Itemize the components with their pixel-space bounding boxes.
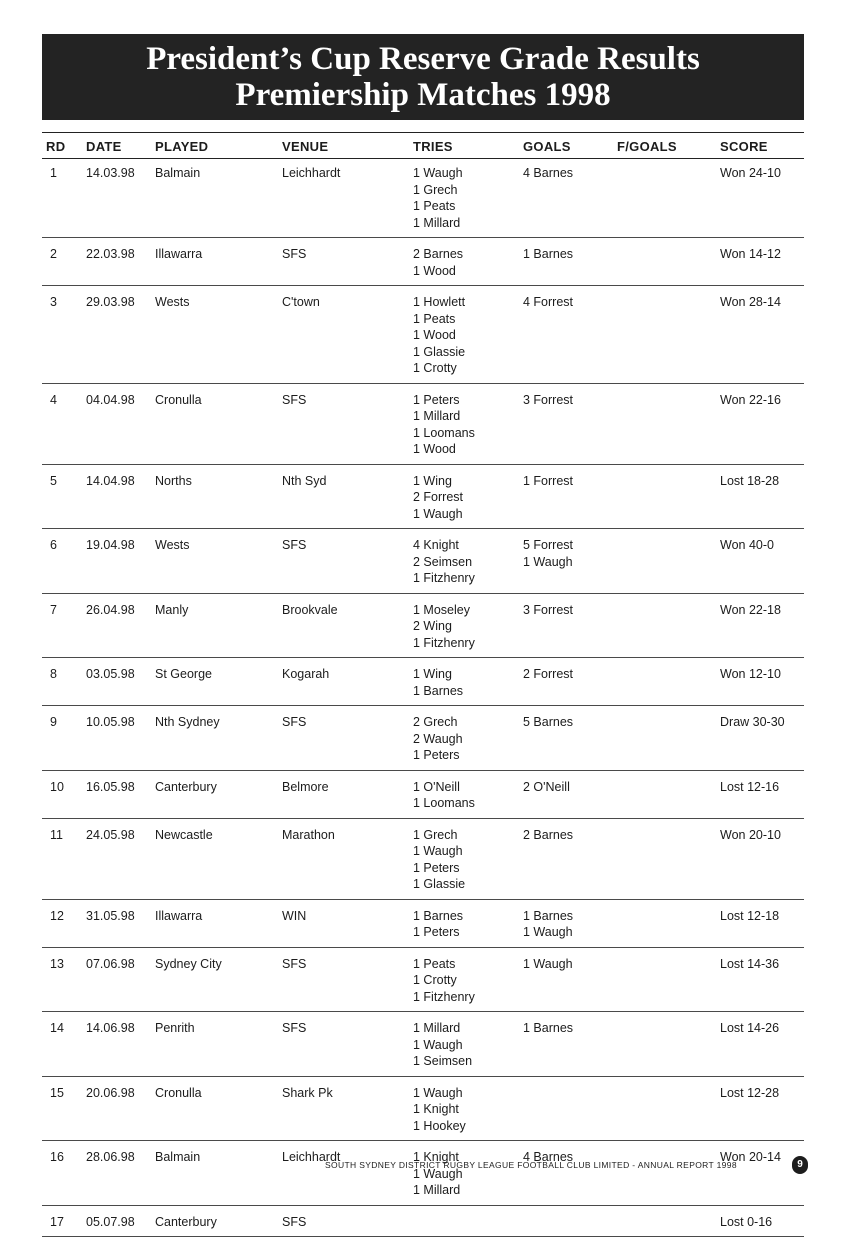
tries-entry: 1 Fitzhenry	[413, 635, 475, 650]
cell-date: 04.04.98	[86, 392, 135, 407]
row-separator	[42, 285, 804, 286]
cell-score: Won 20-14	[720, 1150, 781, 1164]
goals-entry: 1 Barnes	[523, 908, 574, 923]
cell-tries	[413, 1149, 463, 1199]
row-separator	[42, 593, 804, 594]
cell-venue: Leichhardt	[282, 1150, 341, 1164]
col-date-header: DATE	[86, 139, 122, 154]
row-separator	[42, 818, 804, 819]
title-line-1: President’s Cup Reserve Grade Results	[146, 41, 700, 77]
cell-score: Lost 12-18	[720, 908, 780, 923]
col-fgoals-header: F/GOALS	[617, 139, 677, 154]
col-rd-header: RD	[46, 139, 66, 154]
goals-entry: 4 Barnes	[523, 166, 574, 180]
cell-played: Norths	[155, 473, 192, 488]
cell-venue: Nth Syd	[282, 473, 327, 488]
cell-goals	[523, 827, 573, 844]
tries-entry: 1 Fitzhenry	[413, 571, 475, 585]
cell-played: Nth Sydney	[155, 715, 220, 729]
cell-date: 10.05.98	[86, 715, 135, 729]
tries-entry: 1 Peats	[413, 311, 456, 326]
cell-tries	[413, 908, 463, 941]
tries-entry: 4 Knight	[413, 538, 459, 552]
cell-played: Balmain	[155, 166, 201, 180]
row-separator	[42, 237, 804, 238]
cell-rd: 14	[50, 1021, 64, 1035]
footer-text: SOUTH SYDNEY DISTRICT RUGBY LEAGUE FOOTBALL CLUB LIMITED - ANNUAL REPORT 1998	[325, 1160, 737, 1170]
cell-venue: SFS	[282, 1214, 307, 1229]
cell-venue: C'town	[282, 295, 320, 309]
tries-entry: 1 Wood	[413, 442, 456, 456]
tries-entry: 1 Millard	[413, 1021, 461, 1035]
col-venue-header: VENUE	[282, 139, 329, 154]
cell-score: Won 40-0	[720, 538, 774, 552]
cell-goals	[523, 392, 573, 409]
tries-entry: 1 Waugh	[413, 506, 463, 521]
tries-entry: 1 Wood	[413, 263, 456, 278]
cell-rd: 3	[50, 295, 57, 309]
cell-goals	[523, 956, 573, 973]
cell-goals	[523, 473, 573, 490]
goals-entry: 1 Waugh	[523, 554, 573, 569]
cell-date: 14.06.98	[86, 1021, 135, 1035]
header-bottom-rule	[42, 158, 804, 159]
cell-goals	[523, 246, 573, 263]
tries-entry: 1 Barnes	[413, 683, 464, 698]
cell-date: 05.07.98	[86, 1214, 135, 1229]
tries-entry: 1 Millard	[413, 215, 461, 230]
tries-entry: 1 Peters	[413, 925, 460, 939]
row-separator	[42, 1140, 804, 1141]
goals-entry: 2 O'Neill	[523, 779, 570, 794]
cell-rd: 13	[50, 956, 64, 971]
tries-entry: 1 Peters	[413, 392, 460, 407]
tries-entry: 1 Wing	[413, 473, 452, 488]
tries-entry: 1 Waugh	[413, 1085, 463, 1100]
cell-score: Lost 0-16	[720, 1214, 773, 1229]
cell-rd: 12	[50, 908, 64, 923]
cell-played: Cronulla	[155, 392, 202, 407]
goals-entry: 5 Barnes	[523, 715, 574, 729]
cell-played: Penrith	[155, 1021, 195, 1035]
cell-played: Illawarra	[155, 908, 203, 923]
tries-entry: 1 Peats	[413, 956, 456, 971]
cell-date: 14.04.98	[86, 473, 135, 488]
goals-entry: 4 Forrest	[523, 295, 574, 309]
cell-date: 31.05.98	[86, 908, 135, 923]
row-separator	[42, 464, 804, 465]
cell-goals	[523, 779, 570, 796]
cell-tries	[413, 473, 463, 523]
tries-entry: 1 Crotty	[413, 973, 457, 987]
row-separator	[42, 1076, 804, 1077]
tries-entry: 1 Knight	[413, 1102, 459, 1116]
cell-score: Lost 12-16	[720, 779, 780, 794]
cell-date: 26.04.98	[86, 602, 135, 617]
cell-played: Canterbury	[155, 1214, 217, 1229]
cell-score: Won 22-16	[720, 392, 781, 407]
cell-rd: 10	[50, 779, 64, 794]
tries-entry: 1 Loomans	[413, 796, 475, 810]
title-banner	[42, 34, 804, 120]
cell-rd: 7	[50, 602, 57, 617]
cell-rd: 11	[50, 827, 63, 842]
page-number: 9	[792, 1156, 808, 1174]
goals-entry: 2 Forrest	[523, 667, 574, 681]
tries-entry: 2 Barnes	[413, 247, 464, 261]
cell-venue: Marathon	[282, 827, 335, 842]
cell-rd: 5	[50, 473, 57, 488]
cell-played: Sydney City	[155, 956, 222, 971]
title-line-2: Premiership Matches 1998	[235, 77, 611, 113]
cell-rd: 8	[50, 667, 57, 681]
goals-entry: 1 Barnes	[523, 1021, 574, 1035]
cell-venue: SFS	[282, 956, 307, 971]
col-played-header: PLAYED	[155, 139, 209, 154]
cell-goals	[523, 1020, 573, 1037]
col-score-header: SCORE	[720, 139, 768, 154]
row-separator	[42, 383, 804, 384]
tries-entry: 1 Millard	[413, 1183, 461, 1197]
tries-entry: 1 Crotty	[413, 361, 457, 375]
cell-rd: 1	[50, 166, 57, 180]
cell-venue: SFS	[282, 1021, 307, 1035]
tries-entry: 1 Grech	[413, 182, 458, 197]
tries-entry: 1 Loomans	[413, 425, 475, 440]
cell-date: 24.05.98	[86, 827, 135, 842]
tries-entry: 2 Waugh	[413, 731, 463, 746]
cell-rd: 17	[50, 1214, 64, 1229]
cell-tries	[413, 666, 463, 699]
tries-entry: 1 Hookey	[413, 1118, 466, 1133]
goals-entry: 3 Forrest	[523, 602, 574, 617]
tries-entry: 1 Peters	[413, 860, 460, 875]
row-separator	[42, 1011, 804, 1012]
tries-entry: 1 Glassie	[413, 877, 466, 891]
goals-entry: 1 Waugh	[523, 925, 573, 939]
goals-entry: 3 Forrest	[523, 392, 574, 407]
col-tries-header: TRIES	[413, 139, 453, 154]
cell-date: 28.06.98	[86, 1150, 135, 1164]
cell-venue: SFS	[282, 538, 307, 552]
cell-score: Won 22-18	[720, 602, 781, 617]
cell-date: 19.04.98	[86, 538, 135, 552]
tries-entry: 1 Glassie	[413, 344, 466, 359]
cell-score: Lost 14-36	[720, 956, 780, 971]
tries-entry: 1 Peats	[413, 199, 456, 213]
cell-date: 20.06.98	[86, 1085, 135, 1100]
row-separator	[42, 899, 804, 900]
tries-entry: 1 Seimsen	[413, 1054, 473, 1068]
cell-tries	[413, 537, 475, 587]
cell-rd: 15	[50, 1085, 64, 1100]
row-separator	[42, 947, 804, 948]
cell-goals	[523, 602, 573, 619]
cell-date: 29.03.98	[86, 295, 135, 309]
cell-goals	[523, 537, 573, 570]
cell-score: Won 12-10	[720, 667, 781, 681]
cell-score: Lost 18-28	[720, 473, 780, 488]
cell-venue: Shark Pk	[282, 1085, 333, 1100]
cell-tries	[413, 779, 475, 812]
tries-entry: 1 Grech	[413, 827, 458, 842]
goals-entry: 5 Forrest	[523, 538, 574, 552]
header-top-rule	[42, 132, 804, 133]
row-separator	[42, 657, 804, 658]
cell-date: 07.06.98	[86, 956, 135, 971]
cell-played: Wests	[155, 295, 190, 309]
cell-played: Canterbury	[155, 779, 217, 794]
cell-played: St George	[155, 667, 212, 681]
cell-played: Newcastle	[155, 827, 213, 842]
cell-played: Wests	[155, 538, 190, 552]
row-separator	[42, 705, 804, 706]
cell-score: Lost 14-26	[720, 1021, 780, 1035]
cell-goals	[523, 294, 573, 311]
cell-played: Manly	[155, 602, 189, 617]
row-separator	[42, 528, 804, 529]
cell-tries	[413, 714, 463, 764]
cell-score: Won 24-10	[720, 166, 781, 180]
cell-tries	[413, 392, 475, 458]
cell-goals	[523, 165, 573, 182]
tries-entry: 1 Wood	[413, 328, 456, 342]
cell-venue: SFS	[282, 392, 307, 407]
cell-tries	[413, 1020, 472, 1070]
cell-venue: SFS	[282, 715, 307, 729]
cell-tries	[413, 294, 465, 377]
cell-tries	[413, 827, 465, 893]
goals-entry: 2 Barnes	[523, 827, 574, 842]
goals-entry: 4 Barnes	[523, 1150, 574, 1164]
cell-played: Balmain	[155, 1150, 201, 1164]
tries-entry: 1 Waugh	[413, 1166, 463, 1181]
cell-venue: Leichhardt	[282, 166, 341, 180]
cell-score: Lost 12-28	[720, 1085, 780, 1100]
tries-entry: 1 Millard	[413, 409, 461, 423]
col-goals-header: GOALS	[523, 139, 571, 154]
cell-venue: WIN	[282, 908, 307, 923]
goals-entry: 1 Forrest	[523, 473, 574, 488]
cell-tries	[413, 165, 463, 231]
cell-venue: SFS	[282, 247, 307, 261]
tries-entry: 1 Barnes	[413, 908, 464, 923]
cell-rd: 9	[50, 715, 57, 729]
table-header	[0, 136, 843, 158]
tries-entry: 2 Seimsen	[413, 554, 473, 569]
cell-tries	[413, 602, 475, 652]
tries-entry: 1 Waugh	[413, 1037, 463, 1052]
cell-date: 22.03.98	[86, 247, 135, 261]
row-separator	[42, 1205, 804, 1206]
cell-score: Won 20-10	[720, 827, 781, 842]
cell-goals	[523, 666, 573, 683]
cell-tries	[413, 246, 463, 279]
cell-score: Draw 30-30	[720, 715, 785, 729]
cell-rd: 6	[50, 538, 57, 552]
cell-goals	[523, 714, 573, 731]
tries-entry: 1 Wing	[413, 667, 452, 681]
cell-played: Cronulla	[155, 1085, 202, 1100]
row-separator	[42, 770, 804, 771]
cell-score: Won 28-14	[720, 295, 781, 309]
tries-entry: 1 Waugh	[413, 844, 463, 858]
tries-entry: 1 Howlett	[413, 295, 466, 309]
tries-entry: 1 O'Neill	[413, 779, 460, 794]
cell-tries	[413, 956, 475, 1006]
cell-venue: Kogarah	[282, 667, 330, 681]
tries-entry: 1 Knight	[413, 1150, 459, 1164]
tries-entry: 1 Waugh	[413, 166, 463, 180]
cell-rd: 16	[50, 1150, 64, 1164]
cell-venue: Brookvale	[282, 602, 338, 617]
tries-entry: 2 Grech	[413, 715, 458, 729]
cell-rd: 4	[50, 392, 57, 407]
goals-entry: 1 Barnes	[523, 247, 574, 261]
cell-venue: Belmore	[282, 779, 329, 794]
tries-entry: 2 Wing	[413, 619, 452, 633]
cell-played: Illawarra	[155, 247, 203, 261]
tries-entry: 1 Moseley	[413, 602, 470, 617]
tries-entry: 1 Peters	[413, 748, 460, 762]
cell-goals	[523, 908, 573, 941]
cell-rd: 2	[50, 247, 57, 261]
tries-entry: 1 Fitzhenry	[413, 989, 475, 1004]
cell-score: Won 14-12	[720, 247, 781, 261]
cell-date: 14.03.98	[86, 166, 135, 180]
cell-date: 03.05.98	[86, 667, 135, 681]
tries-entry: 2 Forrest	[413, 490, 464, 504]
cell-date: 16.05.98	[86, 779, 135, 794]
cell-tries	[413, 1085, 466, 1135]
goals-entry: 1 Waugh	[523, 956, 573, 971]
